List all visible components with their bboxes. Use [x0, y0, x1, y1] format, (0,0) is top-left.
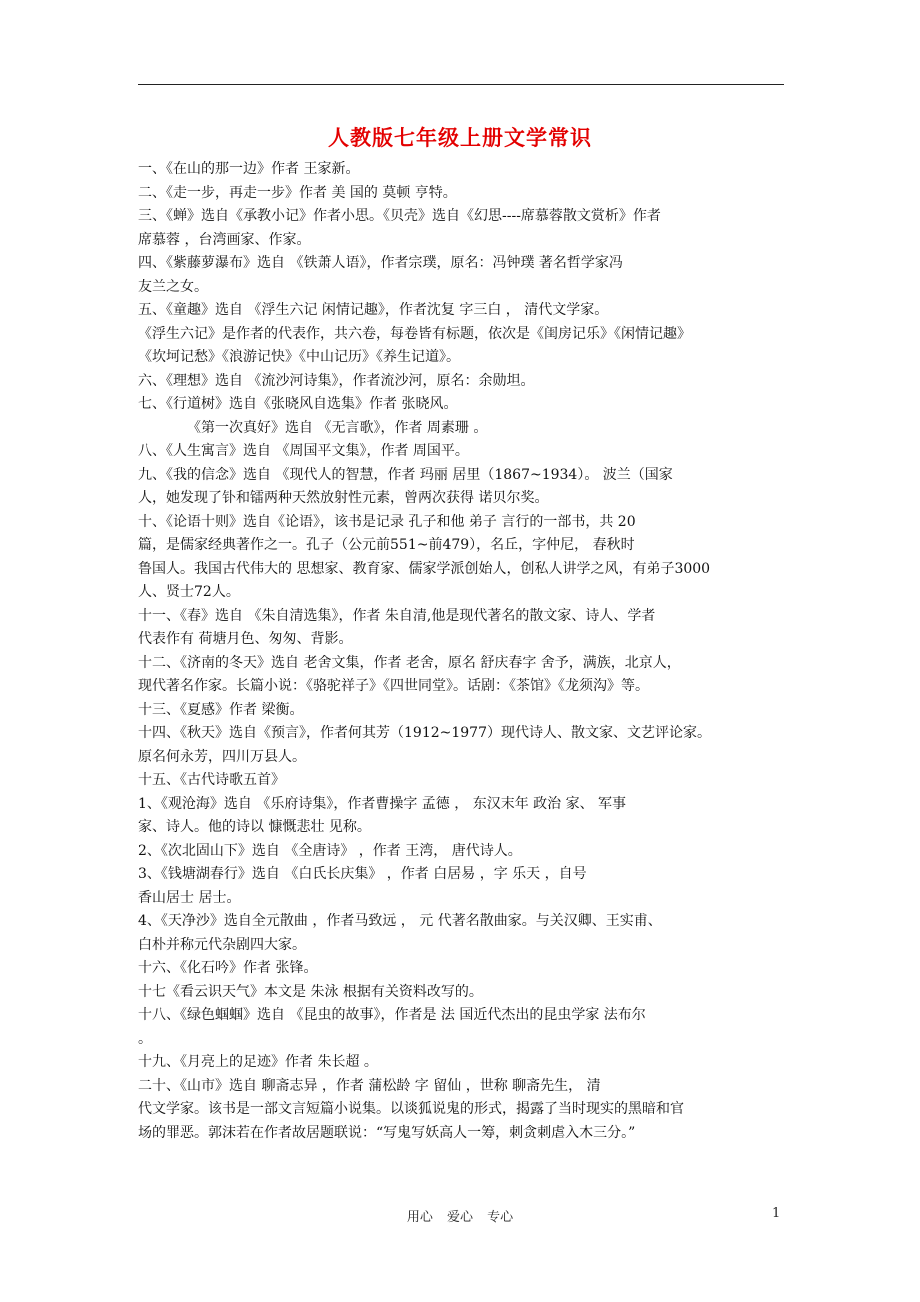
- text-line: 十三、《夏感》作者 梁衡。: [138, 701, 304, 718]
- text-line: 十四、《秋天》选自《预言》，作者何其芳（1912~1977）现代诗人、散文家、文艺评论家。: [138, 725, 711, 741]
- text-line: 十一、《春》选自 《朱自清选集》，作者 朱自清,他是现代著名的散文家、诗人、学者: [138, 607, 656, 624]
- page-number: 1: [772, 1206, 781, 1221]
- text-line: 十八、《绿色蝈蝈》选自 《昆虫的故事》，作者是 法 国近代杰出的昆虫学家 法布尔: [138, 1007, 646, 1023]
- text-line: 白朴并称元代杂剧四大家。: [138, 936, 306, 953]
- text-line: 人，她发现了钋和镭两种天然放射性元素，曾两次获得 诺贝尔奖。: [138, 490, 549, 506]
- text-line: 六、《理想》选自 《流沙河诗集》，作者流沙河，原名：余勋坦。: [138, 372, 535, 389]
- text-line: 鲁国人。我国古代伟大的 思想家、教育家、儒家学派创始人，创私人讲学之风，有弟子3000: [138, 560, 711, 577]
- text-line: 十、《论语十则》选自《论语》，该书是记录 孔子和他 弟子 言行的一部书，共 20: [138, 513, 636, 530]
- text-line: 五、《童趣》选自 《浮生六记 闲情记趣》，作者沈复 字三白 ， 清代文学家。: [138, 302, 609, 318]
- text-line: 二、《走一步，再走一步》作者 美 国的 莫顿 亨特。: [138, 184, 457, 201]
- text-line: 十六、《化石吟》作者 张锋。: [138, 960, 318, 976]
- text-line: 二十、《山市》选自 聊斋志异 ，作者 蒲松龄 字 留仙 ，世称 聊斋先生， 清: [138, 1077, 601, 1094]
- document-title: 人教版七年级上册文学常识: [328, 125, 592, 150]
- text-line: 一、《在山的那一边》作者 王家新。: [138, 161, 360, 177]
- header-rule: [138, 84, 784, 85]
- text-line: 香山居士 居士。: [138, 889, 241, 906]
- text-line: 十二、《济南的冬天》选自 老舍文集，作者 老舍，原名 舒庆春字 舍予，满族，北京人，: [138, 654, 681, 671]
- text-line: 原名何永芳，四川万县人。: [138, 748, 306, 765]
- text-line: 4、《天净沙》选自全元散曲 ，作者马致远 ， 元 代著名散曲家。与关汉卿、王实甫、: [138, 913, 662, 929]
- text-line: 十五、《古代诗歌五首》: [138, 772, 285, 788]
- text-line: 四、《紫藤萝瀑布》选自 《铁萧人语》，作者宗璞，原名：冯钟璞 著名哲学家冯: [138, 255, 623, 271]
- text-line: 八、《人生寓言》选自 《周国平文集》，作者 周国平。: [138, 443, 469, 459]
- text-line: 1、《观沧海》选自 《乐府诗集》，作者曹操字 孟德 ， 东汉末年 政治 家、 军事: [138, 795, 627, 812]
- text-line: 席慕蓉 ，台湾画家、作家。: [138, 231, 311, 248]
- text-line: 《第一次真好》选自 《无言歌》，作者 周素珊 。: [187, 419, 488, 436]
- text-line: 现代著名作家。长篇小说：《骆驼祥子》《四世同堂》。话剧：《茶馆》《龙须沟》等。: [138, 678, 649, 694]
- text-line: 九、《我的信念》选自 《现代人的智慧，作者 玛丽 居里（1867~1934）。 波兰（国家: [138, 466, 673, 483]
- text-line: 。: [138, 1030, 152, 1047]
- text-line: 人、贤士72人。: [138, 584, 240, 600]
- text-line: 代表作有 荷塘月色、匆匆、背影。: [138, 631, 353, 647]
- text-line: 十九、《月亮上的足迹》作者 朱长超 。: [138, 1054, 378, 1070]
- text-line: 三、《蝉》选自《承教小记》作者小思。《贝壳》选自《幻思----席慕蓉散文赏析》作者: [138, 208, 661, 224]
- text-line: 友兰之女。: [138, 278, 208, 295]
- text-line: 场的罪恶。郭沫若在作者故居题联说：“写鬼写妖高人一筹，刺贪刺虐入木三分。”: [138, 1124, 636, 1141]
- page-footer: 用心 爱心 专心: [406, 1210, 514, 1225]
- text-line: 十七《看云识天气》本文是 朱泳 根据有关资料改写的。: [138, 983, 483, 1000]
- text-line: 《坎坷记愁》《浪游记快》《中山记历》《养生记道》。: [138, 349, 460, 365]
- text-line: 3、《钱塘湖春行》选自 《白氏长庆集》 ，作者 白居易 ，字 乐天 ，自号: [138, 866, 587, 882]
- document-body: [138, 158, 784, 1145]
- text-line: 家、诗人。他的诗以 慷慨悲壮 见称。: [138, 819, 371, 835]
- text-line: 《浮生六记》是作者的代表作，共六卷，每卷皆有标题，依次是《闺房记乐》《闲情记趣》: [138, 325, 691, 342]
- text-line: 七、《行道树》选自《张晓风自选集》作者 张晓风。: [138, 396, 458, 412]
- text-line: 2、《次北固山下》选自 《全唐诗》 ，作者 王湾， 唐代诗人。: [138, 842, 522, 859]
- text-line: 篇，是儒家经典著作之一。孔子（公元前551~前479），名丘，字仲尼， 春秋时: [138, 537, 635, 553]
- text-line: 代文学家。该书是一部文言短篇小说集。以谈狐说鬼的形式，揭露了当时现实的黑暗和官: [138, 1101, 684, 1117]
